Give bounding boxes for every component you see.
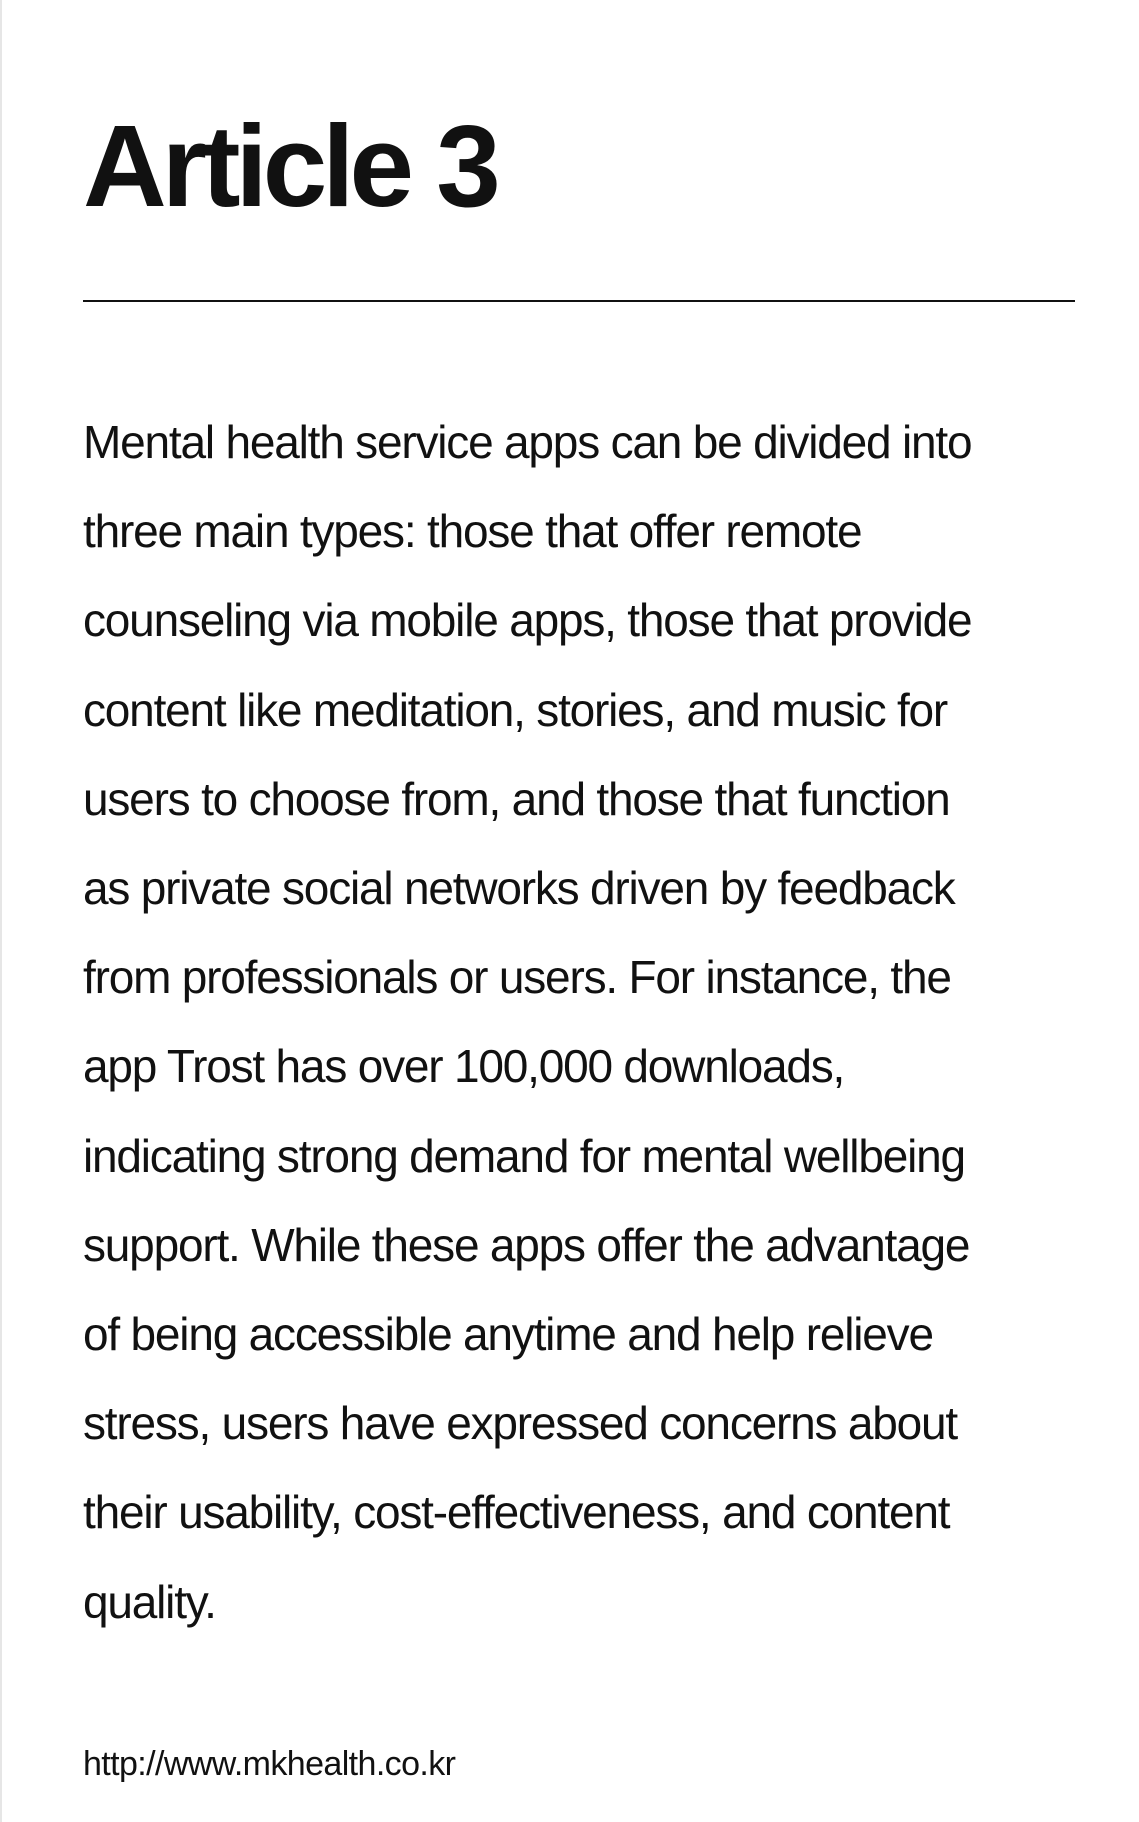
body-line: quality. (83, 1575, 216, 1628)
body-line: indicating strong demand for mental wellbeing (83, 1129, 965, 1182)
source-url: http://www.mkhealth.co.kr (83, 1745, 456, 1783)
body-line: support. While these apps offer the advantage (83, 1218, 970, 1271)
body-line: of being accessible anytime and help relieve (83, 1308, 933, 1361)
title-divider (83, 300, 1075, 302)
body-line: from professionals or users. For instance, the (83, 951, 951, 1004)
body-line: content like meditation, stories, and music for (83, 683, 948, 736)
body-line: app Trost has over 100,000 downloads, (83, 1040, 845, 1093)
body-line: as private social networks driven by feedback (83, 862, 955, 915)
body-line: Mental health service apps can be divided into (83, 416, 972, 468)
body-line: users to choose from, and those that function (83, 772, 950, 825)
article-title: Article 3 (83, 101, 496, 231)
body-line: stress, users have expressed concerns about (83, 1397, 957, 1450)
article-body (83, 398, 1083, 1647)
body-line: three main types: those that offer remote (83, 505, 862, 558)
body-line: counseling via mobile apps, those that provide (83, 594, 972, 647)
body-line: their usability, cost-effectiveness, and content (83, 1486, 950, 1539)
